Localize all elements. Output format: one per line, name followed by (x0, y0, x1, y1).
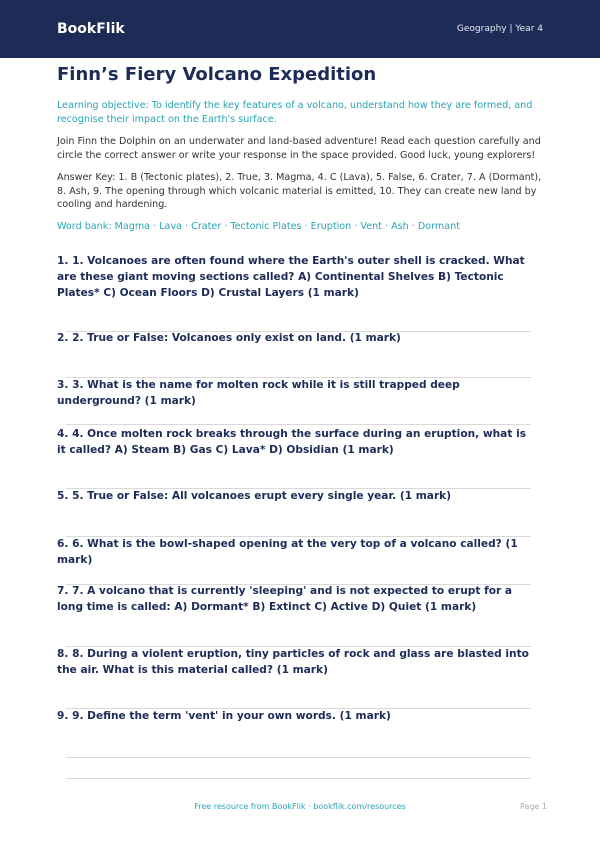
answer-line[interactable] (66, 757, 531, 758)
answer-key: Answer Key: 1. B (Tectonic plates), 2. True, 3. Magma, 4. C (Lava), 5. False, 6. Crater, 7. A (Dormant), 8. Ash, 9. The opening through which volcanic material is emitted, 10. They can create new land by cooling and hardening. (57, 172, 542, 210)
question-4: 4. 4. Once molten rock breaks through the surface during an eruption, what is it called? A) Steam B) Gas C) Lava* D) Obsidian (1 mark) (57, 428, 527, 456)
question-5: 5. 5. True or False: All volcanoes erupt every single year. (1 mark) (57, 490, 452, 502)
answer-line[interactable] (66, 424, 531, 425)
question-2: 2. 2. True or False: Volcanoes only exist on land. (1 mark) (57, 332, 401, 344)
subject-year-label: Geography | Year 4 (456, 24, 543, 34)
intro-text: Join Finn the Dolphin on an underwater and land-based adventure! Read each question carefully and circle the correct answer or write your response in the space provided. Good luck, young explorers! (57, 136, 541, 161)
word-bank: Word bank: Magma · Lava · Crater · Tectonic Plates · Eruption · Vent · Ash · Dormant (57, 220, 460, 232)
learning-objective: Learning objective: To identify the key features of a volcano, understand how they are formed, and recognise their impact on the Earth's surface. (57, 100, 533, 125)
brand-logo-text: BookFlik (57, 21, 125, 37)
question-6: 6. 6. What is the bowl-shaped opening at the very top of a volcano called? (1 mark) (57, 538, 518, 566)
worksheet-intro (57, 64, 543, 248)
question-8: 8. 8. During a violent eruption, tiny particles of rock and glass are blasted into the air. What is this material called? (1 mark) (57, 648, 529, 676)
answer-line[interactable] (66, 778, 531, 779)
question-3: 3. 3. What is the name for molten rock while it is still trapped deep underground? (1 mark) (57, 379, 460, 407)
question-1: 1. 1. Volcanoes are often found where the Earth's outer shell is cracked. What are these giant moving sections called? A) Continental Shelves B) Tectonic Plates* C) Ocean Floors D) Crustal Layers (1 mark) (57, 255, 525, 299)
question-9: 9. 9. Define the term 'vent' in your own words. (1 mark) (57, 710, 391, 722)
question-7: 7. 7. A volcano that is currently 'sleeping' and is not expected to erupt for a long time is called: A) Dormant* B) Extinct C) Active D) Quiet (1 mark) (57, 585, 513, 613)
page-header (0, 0, 600, 58)
page-number: Page 1 (520, 802, 547, 811)
worksheet-title: Finn’s Fiery Volcano Expedition (57, 64, 377, 85)
footer-credit: Free resource from BookFlik · bookflik.com/resources (194, 802, 406, 811)
